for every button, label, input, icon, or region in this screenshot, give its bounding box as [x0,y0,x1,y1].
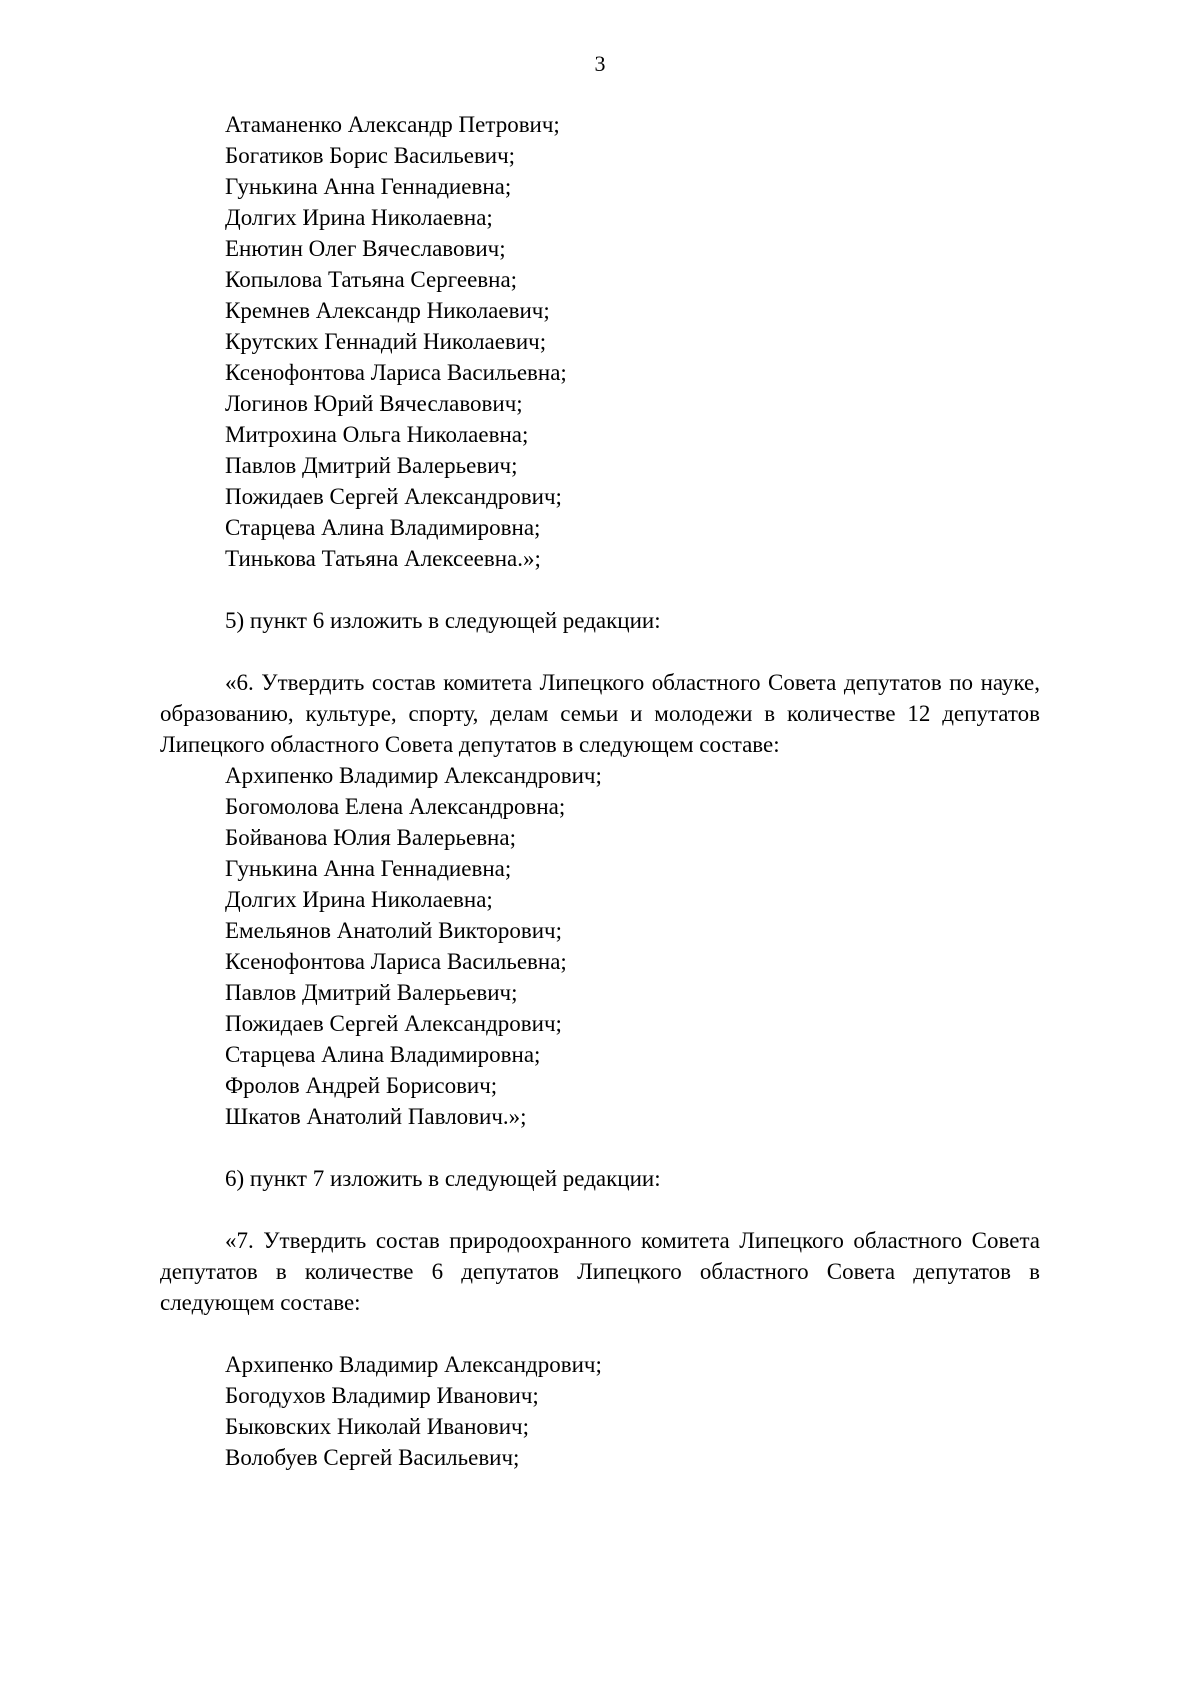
name-line: Старцева Алина Владимировна; [225,1042,541,1067]
blank-line [160,1318,1040,1349]
name-line: Богодухов Владимир Иванович; [225,1383,539,1408]
name-line: Пожидаев Сергей Александрович; [225,484,562,509]
paragraph: «7. Утвердить состав природоохранного комитета Липецкого областного Совета депутатов в количестве 6 депутатов Липецкого областного Совета депутатов в следующем составе: [160,1228,1040,1315]
name-line: Емельянов Анатолий Викторович; [225,918,562,943]
name-line: Копылова Татьяна Сергеевна; [225,267,518,292]
name-line: Тинькова Татьяна Алексеевна.»; [225,546,541,571]
name-line: Атаманенко Александр Петрович; [225,112,560,137]
name-line: Павлов Дмитрий Валерьевич; [225,453,518,478]
name-line: Ксенофонтова Лариса Васильевна; [225,949,567,974]
name-line: Пожидаев Сергей Александрович; [225,1011,562,1036]
name-line: Архипенко Владимир Александрович; [225,763,602,788]
name-line: Бойванова Юлия Валерьевна; [225,825,516,850]
name-line: Фролов Андрей Борисович; [225,1073,498,1098]
page-number: 3 [594,51,606,76]
name-line: Богатиков Борис Васильевич; [225,143,516,168]
paragraph: «6. Утвердить состав комитета Липецкого областного Совета депутатов по науке, образованию, культуре, спорту, делам семьи и молодежи в количестве 12 депутатов Липецкого областного Совета депутатов в следующем составе: [160,670,1040,757]
blank-line [160,574,1040,605]
name-line: Волобуев Сергей Васильевич; [225,1445,520,1470]
name-line: Енютин Олег Вячеславович; [225,236,506,261]
name-line: Долгих Ирина Николаевна; [225,205,493,230]
name-line: Гунькина Анна Геннадиевна; [225,174,512,199]
name-line: Долгих Ирина Николаевна; [225,887,493,912]
name-line: Митрохина Ольга Николаевна; [225,422,529,447]
paragraph: 6) пункт 7 изложить в следующей редакции: [225,1166,661,1191]
blank-line [160,1194,1040,1225]
name-line: Крутских Геннадий Николаевич; [225,329,547,354]
paragraph: 5) пункт 6 изложить в следующей редакции: [225,608,661,633]
name-line: Ксенофонтова Лариса Васильевна; [225,360,567,385]
blank-line [160,1132,1040,1163]
blank-line [160,636,1040,667]
name-line: Архипенко Владимир Александрович; [225,1352,602,1377]
name-line: Логинов Юрий Вячеславович; [225,391,523,416]
name-line: Быковских Николай Иванович; [225,1414,530,1439]
name-line: Богомолова Елена Александровна; [225,794,566,819]
name-line: Старцева Алина Владимировна; [225,515,541,540]
name-line: Шкатов Анатолий Павлович.»; [225,1104,527,1129]
name-line: Гунькина Анна Геннадиевна; [225,856,512,881]
name-line: Павлов Дмитрий Валерьевич; [225,980,518,1005]
document-body [160,109,1040,1473]
name-line: Кремнев Александр Николаевич; [225,298,550,323]
